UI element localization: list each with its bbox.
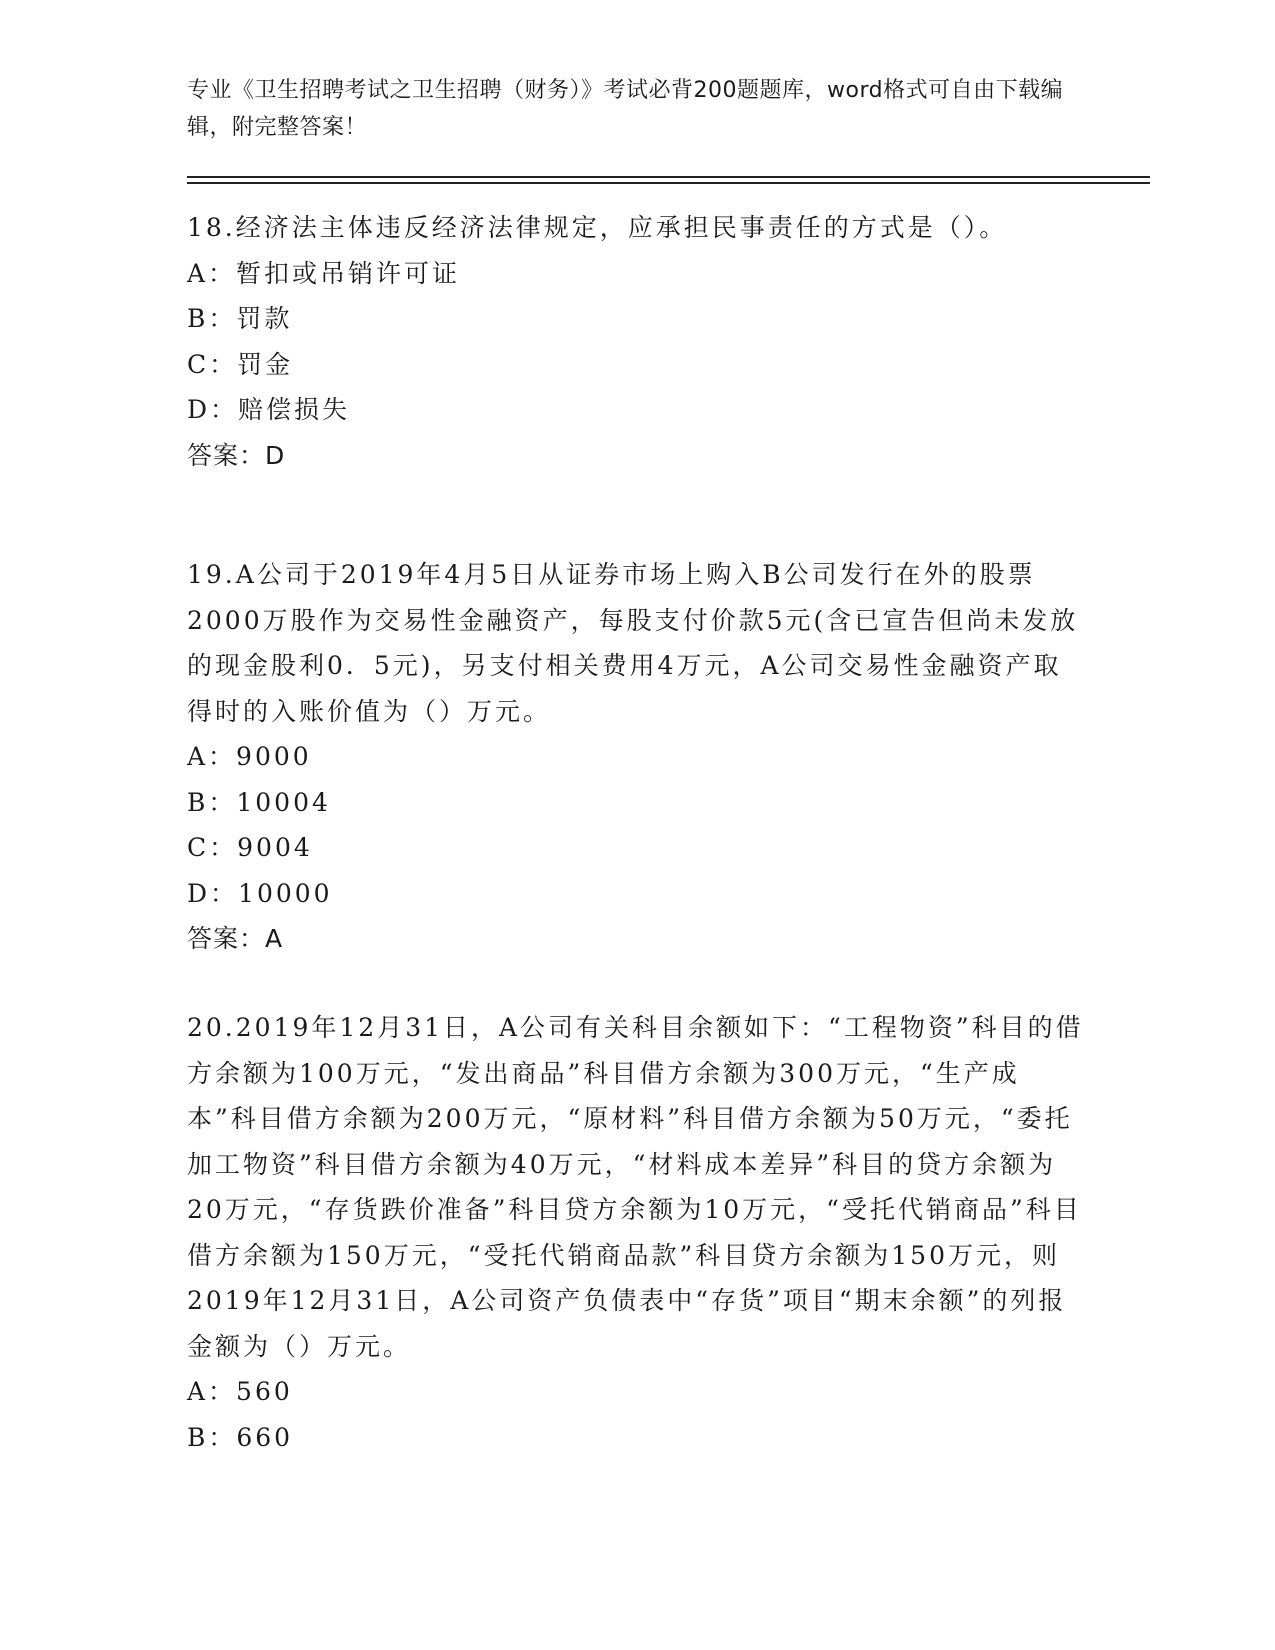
- question-stem: 19.A公司于2019年4月5日从证券市场上购入B公司发行在外的股票2000万股作为交易性金融资产，每股支付价款5元(含已宣告但尚未发放的现金股利0．5元)，另支付相关费用4万元，A公司交易性金融资产取得时的入账价值为（）万元。: [187, 560, 1079, 726]
- option-a: A：560: [187, 1377, 293, 1406]
- option-d: D：赔偿损失: [187, 395, 351, 424]
- header-divider-bottom: [187, 182, 1150, 184]
- answer: 答案：D: [187, 440, 286, 470]
- option-b: B：罚款: [187, 304, 293, 333]
- header-divider-top: [187, 176, 1150, 178]
- question-19: [187, 552, 1087, 962]
- answer: 答案：A: [187, 924, 284, 953]
- option-b: B：10004: [187, 787, 331, 817]
- question-stem: 20.2019年12月31日，A公司有关科目余额如下：“工程物资”科目的借方余额为100万元，“发出商品”科目借方余额为300万元，“生产成本”科目借方余额为200万元，“原材料”科目借方余额为50万元，“委托加工物资”科目借方余额为40万元，“材料成本差异”科目的贷方余额为20万元，“存货跌价准备”科目贷方余额为10万元，“受托代销商品”科目借方余额为150万元，“受托代销商品款”科目贷方余额为150万元，则2019年12月31日，A公司资产负债表中“存货”项目“期末余额”的列报金额为（）万元。: [187, 1013, 1084, 1361]
- option-a: A：9000: [187, 742, 312, 771]
- option-a: A：暂扣或吊销许可证: [187, 258, 461, 288]
- option-d: D：10000: [187, 878, 333, 908]
- question-18: [187, 205, 1087, 478]
- option-b: B：660: [187, 1422, 294, 1452]
- question-20: [187, 1005, 1087, 1460]
- question-stem: 18.经济法主体违反经济法律规定，应承担民事责任的方式是（）。: [187, 213, 1008, 242]
- document-header: 专业《卫生招聘考试之卫生招聘（财务）》考试必背200题题库，word格式可自由下载编辑，附完整答案！: [187, 78, 1064, 140]
- option-c: C：9004: [187, 833, 313, 862]
- option-c: C：罚金: [187, 349, 294, 379]
